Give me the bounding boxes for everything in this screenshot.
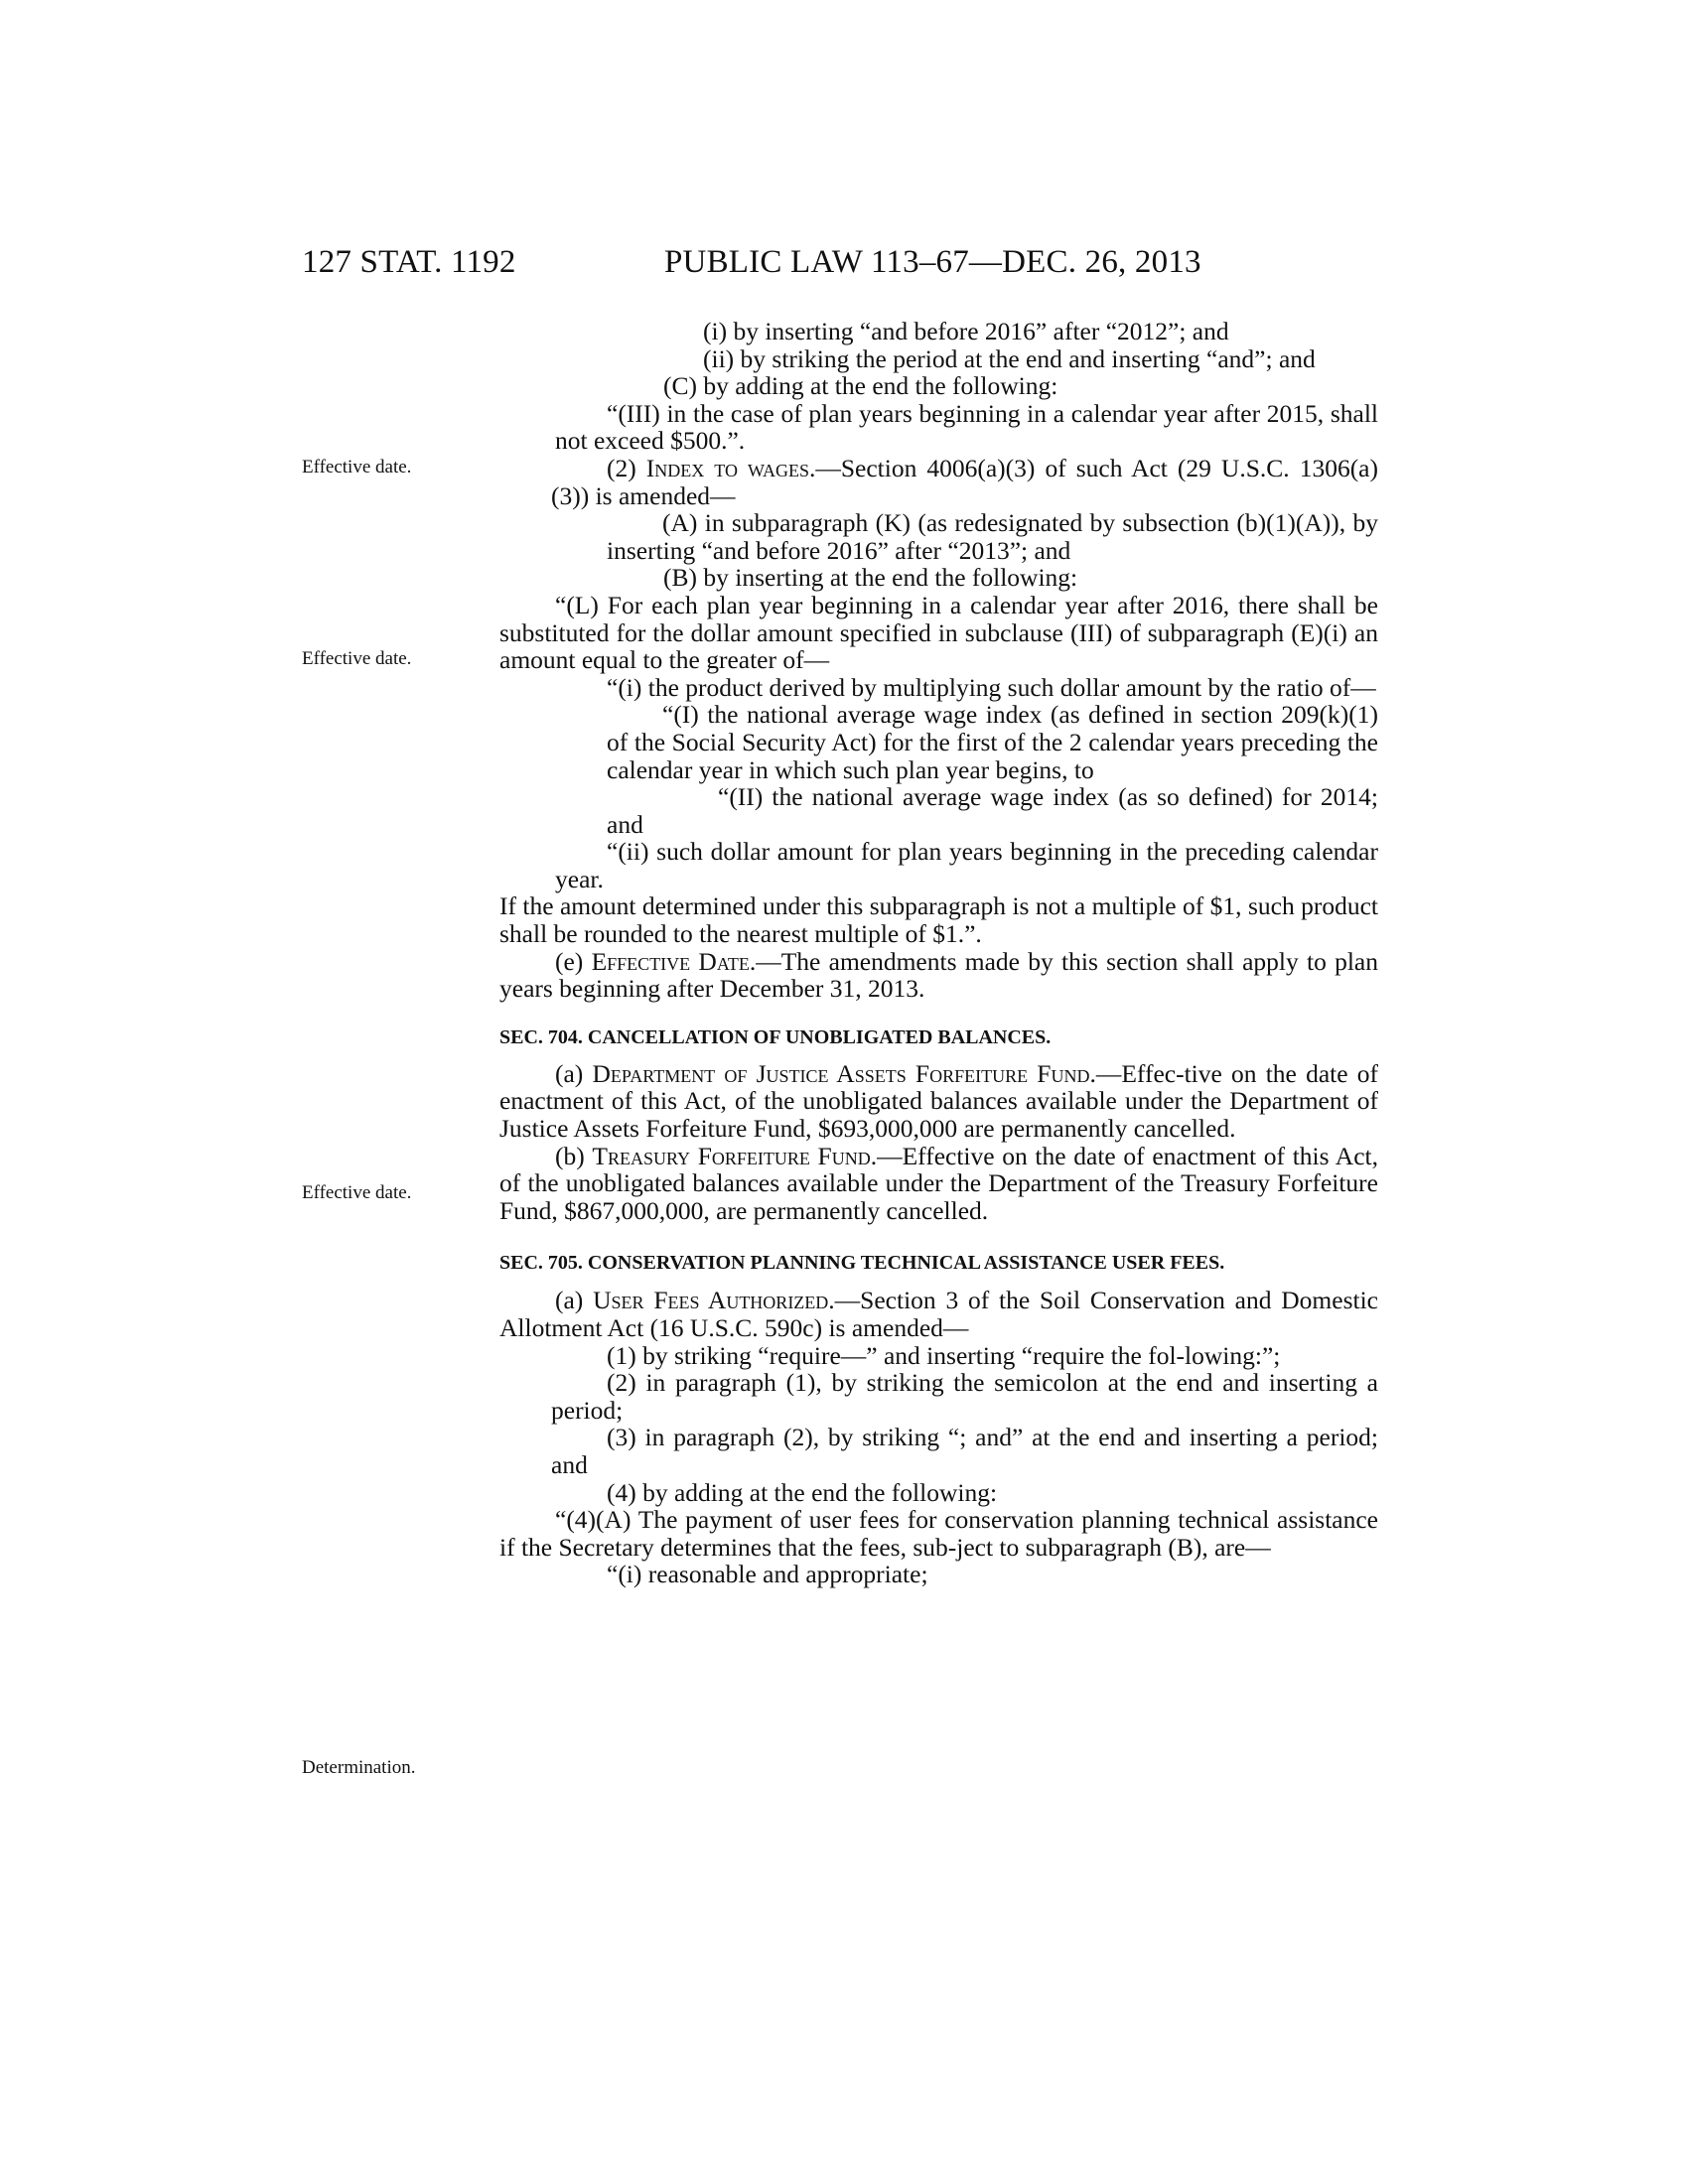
- paragraph-number: (a): [555, 1058, 593, 1088]
- paragraph-number: (e): [555, 946, 592, 976]
- page-running-title: PUBLIC LAW 113–67—DEC. 26, 2013: [664, 244, 1201, 280]
- paragraph: “(I) the national average wage index (as defined in section 209(k)(1) of the Social Security Act) for the first of the 2 calendar years preceding the calendar year in which such plan year begins, to: [607, 700, 1378, 784]
- paragraph: (C) by adding at the end the following:: [663, 371, 1058, 401]
- paragraph: (A) in subparagraph (K) (as redesignated by subsection (b)(1)(A)), by inserting “and before 2016” after “2013”; and: [607, 508, 1378, 565]
- paragraph: If the amount determined under this subparagraph is not a multiple of $1, such product shall be rounded to the nearest multiple of $1.”.: [499, 891, 1378, 949]
- paragraph-heading: Index to wages.: [645, 453, 816, 482]
- margin-note-effective-date-1: Effective date.: [302, 457, 412, 478]
- paragraph-heading: Effective Date.: [591, 946, 757, 976]
- paragraph: (2) in paragraph (1), by striking the semicolon at the end and inserting a period;: [551, 1368, 1378, 1425]
- paragraph: “(i) reasonable and appropriate;: [607, 1560, 928, 1589]
- paragraph: “(III) in the case of plan years beginning in a calendar year after 2015, shall not exceed $500.”.: [555, 398, 1378, 456]
- paragraph-heading: Treasury Forfeiture Fund.: [592, 1141, 878, 1170]
- paragraph-text: —The amendments made by this section shall apply to plan years beginning after December 31, 2013.: [499, 946, 1378, 1004]
- paragraph: (B) by inserting at the end the following:: [663, 563, 1078, 593]
- paragraph: “(4)(A) The payment of user fees for conservation planning technical assistance if the Secretary determines that the fees, sub-ject to subparagraph (B), are—: [499, 1505, 1378, 1562]
- margin-note-determination: Determination.: [302, 1757, 416, 1778]
- paragraph: (4) by adding at the end the following:: [607, 1477, 998, 1507]
- margin-note-effective-date-3: Effective date.: [302, 1182, 412, 1203]
- paragraph-text: —Section 3 of the Soil Conservation and Domestic Allotment Act (16 U.S.C. 590c) is amended—: [499, 1286, 1378, 1342]
- paragraph-number: (2): [607, 453, 646, 482]
- paragraph: “(ii) such dollar amount for plan years beginning in the preceding calendar year.: [555, 837, 1378, 893]
- paragraph: (3) in paragraph (2), by striking “; and” at the end and inserting a period; and: [551, 1423, 1378, 1479]
- paragraph: (1) by striking “require—” and inserting “require the fol-lowing:”;: [607, 1340, 1281, 1370]
- paragraph-heading: Department of Justice Assets Forfeiture Fund.: [592, 1058, 1096, 1088]
- margin-note-effective-date-2: Effective date.: [302, 648, 412, 669]
- paragraph: “(L) For each plan year beginning in a calendar year after 2016, there shall be substituted for the dollar amount specified in subclause (III) of subparagraph (E)(i) an amount equal to the greater of—: [499, 590, 1378, 675]
- section-heading-705: SEC. 705. CONSERVATION PLANNING TECHNICAL ASSISTANCE USER FEES.: [499, 1252, 1225, 1275]
- paragraph: [499, 1143, 1378, 1225]
- paragraph-text: —Effective on the date of enactment of this Act, of the unobligated balances available under the Department of the Treasury Forfeiture Fund, $867,000,000, are permanently cancelled.: [499, 1141, 1378, 1225]
- paragraph: [499, 455, 1378, 509]
- document-body: [499, 318, 1378, 1588]
- paragraph: (i) by inserting “and before 2016” after “2012”; and: [703, 317, 1229, 345]
- paragraph-number: (b): [555, 1141, 593, 1170]
- paragraph: [499, 1060, 1378, 1143]
- paragraph-text: —Effec-tive on the date of enactment of this Act, of the unobligated balances available under the Department of Justice Assets Forfeiture Fund, $693,000,000 are permanently cancelled.: [499, 1058, 1378, 1144]
- paragraph: (ii) by striking the period at the end and inserting “and”; and: [703, 343, 1316, 373]
- page-stat-number: 127 STAT. 1192: [302, 244, 516, 280]
- paragraph: [499, 948, 1378, 1003]
- paragraph-heading: User Fees Authorized.: [593, 1286, 835, 1315]
- paragraph: “(i) the product derived by multiplying such dollar amount by the ratio of—: [607, 672, 1376, 702]
- paragraph: [499, 1287, 1378, 1341]
- paragraph-number: (a): [555, 1286, 594, 1315]
- paragraph-text: —Section 4006(a)(3) of such Act (29 U.S.C. 1306(a)(3)) is amended—: [551, 453, 1378, 510]
- section-heading-704: SEC. 704. CANCELLATION OF UNOBLIGATED BALANCES.: [499, 1025, 1052, 1048]
- paragraph: “(II) the national average wage index (as so defined) for 2014; and: [607, 782, 1378, 839]
